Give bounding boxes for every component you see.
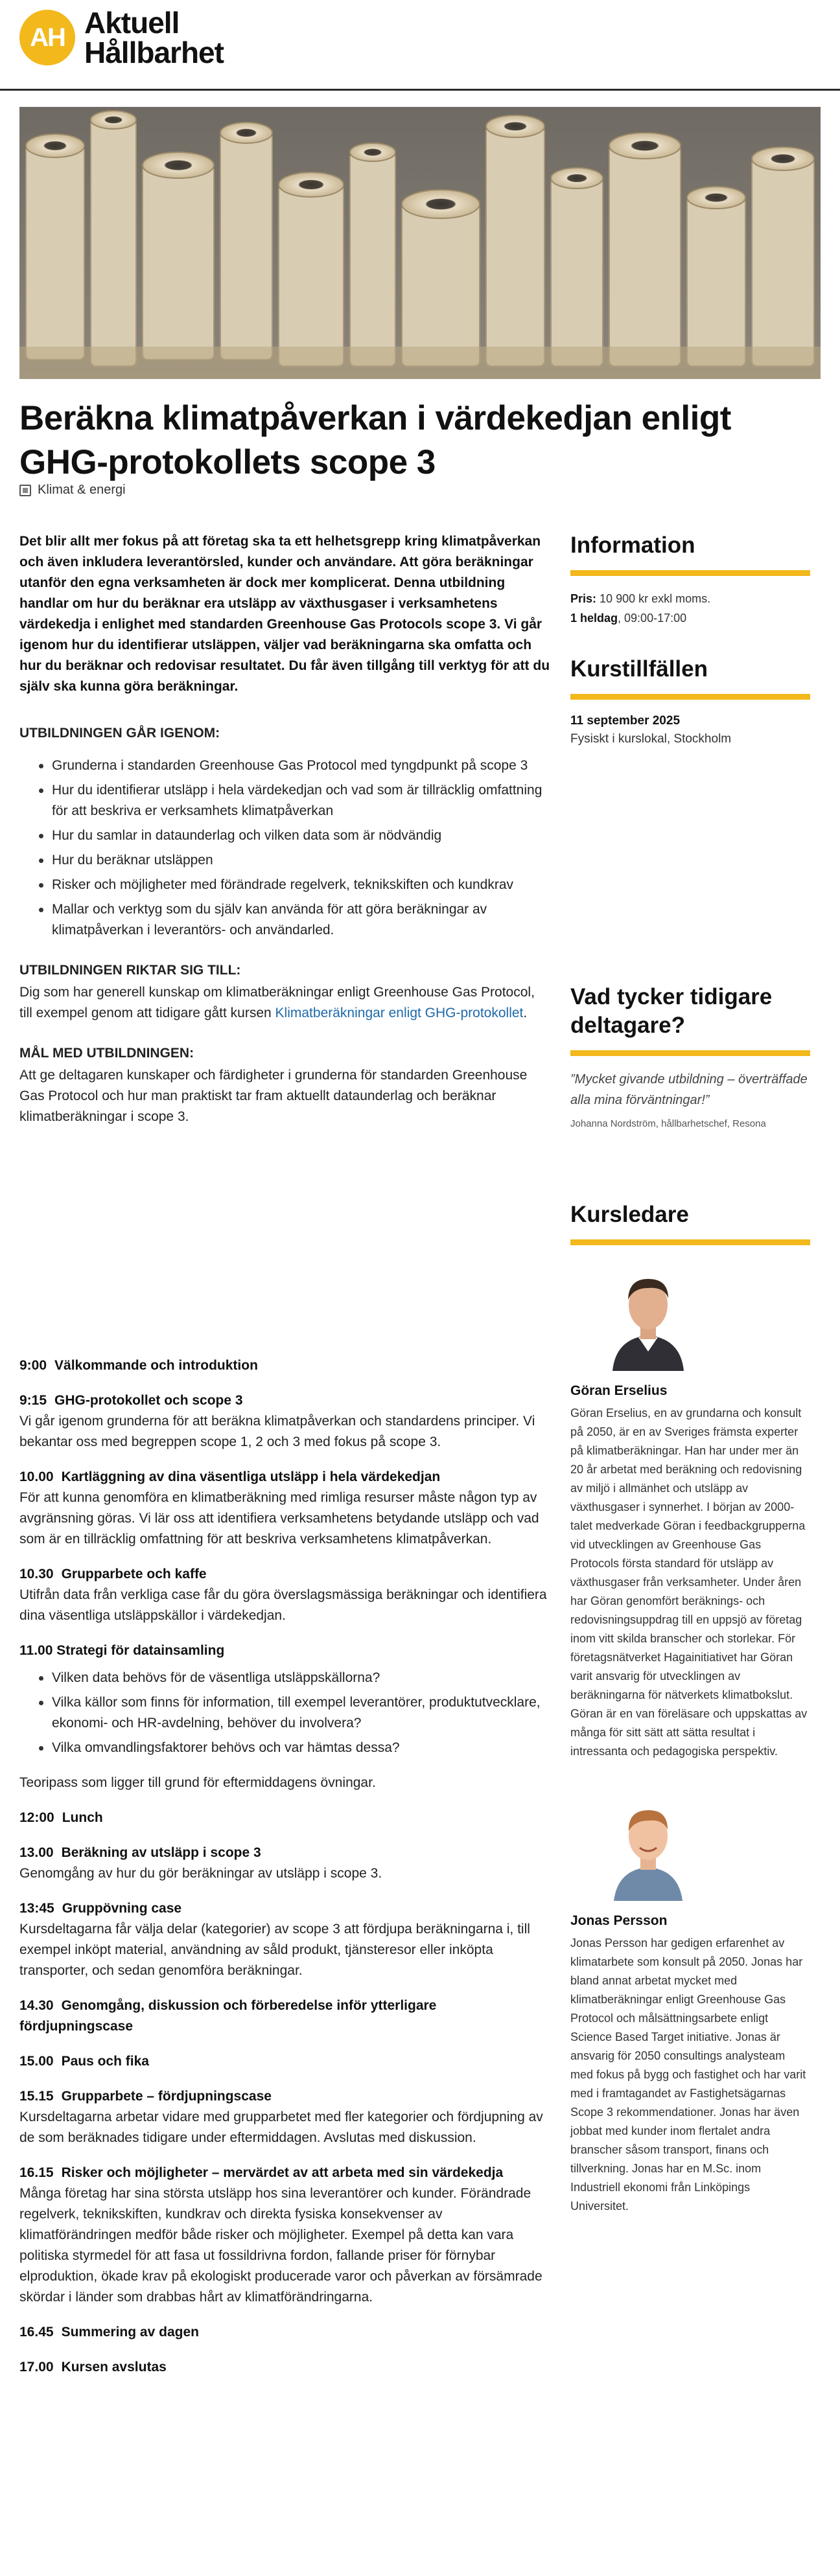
leader-card [570,1261,810,1761]
price-label: Pris: [570,592,597,605]
testimonial-quote: ”Mycket givande utbildning – överträffade alla mina förväntningar!” [570,1072,808,1107]
list-item: Hur du beräknar utsläppen [39,850,551,871]
site-logo[interactable] [19,8,224,67]
data-strategy-after: Teoripass som ligger till grund för eftermiddagens övningar. [19,1775,376,1790]
schedule-title: Beräkning av utsläpp i scope 3 [61,1845,261,1860]
schedule-text: Vi går igenom grunderna för att beräkna klimatpåverkan och standardens principer. Vi bekantar oss med begreppen scope 1, 2 och 3 med fokus på scope 3. [19,1414,535,1449]
target-text: Dig som har generell kunskap om klimatberäkningar enligt Greenhouse Gas Protocol, till exempel genom att tidigare gått kursen [19,985,535,1020]
duration-label: 1 heldag [570,612,618,625]
schedule-title: Kartläggning av dina väsentliga utsläpp i hela värdekedjan [61,1469,441,1484]
data-strategy-heading: 11.00 Strategi för datainsamling [19,1643,225,1658]
schedule-title: Grupparbete – fördjupningscase [61,2089,272,2104]
schedule-text: Många företag har sina största utsläpp hos sina leverantörer och kunder. Förändrade regelverk, teknikskiften, kundkrav och direkta fysiska konsekvenser av klimatförändringen medför både risker och möjligheter. Exempel på detta kan vara politiska styrmedel för att fasa ut fossildrivna fordon, fallande priser för förnybar elproduktion, ökade krav på ekologiskt producerade varor och påverkan av försämrade skördar i länder som drabbas hårt av klimatförändringarna. [19,2186,542,2305]
schedule-item [19,1808,551,1828]
schedule-item [19,1995,551,2037]
leader-bio: Göran Erselius, en av grundarna och konsult på 2050, är en av Sveriges främsta experter på klimatberäkningar. Han har under mer än 20 år arbetat med beräkning och redovisning av miljö i allmänhet och utsläpp av växthusgaser i synnerhet. I början av 2000-talet medverkade Göran i feedbackgrupperna vid utvecklingen av Greenhouse Gas Protocols första standard för utsläpp av växthusgaser från verksamheter. Under åren har Göran genomfört beräknings- och redovisningsuppdrag till en uppsjö av företag inom vitt skilda branscher och storlekar. För företagsnätverket Hagainitiativet har Göran varit ansvarig för utvecklingen av beräkningarna för nätverkets klimatbokslut. Göran är en van föreläsare och uppskattas av många för sitt sätt att sätta resultat i intressanta och pedagogiska perspektiv. [570,1407,808,1758]
logo-badge: AH [19,10,75,65]
schedule-item [19,1843,551,1884]
info-heading: Information [570,533,695,558]
data-strategy-block [19,1640,551,1793]
schedule-item [19,2357,551,2378]
schedule-title: Gruppövning case [62,1901,182,1916]
heading-divider [570,1239,810,1245]
price-value: 10 900 kr exkl moms. [600,592,711,605]
schedule-time: 15.00 [19,2054,54,2069]
schedule-item [19,2086,551,2148]
schedule-item [19,1390,551,1453]
schedule-time: 14.30 [19,1998,54,2013]
avatar [600,1261,697,1371]
schedule-time: 13.00 [19,1845,54,1860]
schedule-item [19,1467,551,1550]
category-label: Klimat & energi [38,483,126,497]
list-item: Vilka omvandlingsfaktorer behövs och var hämtas dessa? [39,1738,551,1758]
schedule-text: Utifrån data från verkliga case får du göra överslagsmässiga beräkningar och identifiera dina väsentliga utsläppskällor i värdekedjan. [19,1587,547,1623]
schedule-title: Genomgång, diskussion och förberedelse inför ytterligare fördjupningscase [19,1998,437,2034]
testimonials-heading: Vad tycker tidigare deltagare? [570,984,773,1038]
target-end: . [523,1006,528,1020]
schedule-time: 9:00 [19,1358,47,1373]
course-description [19,531,551,1127]
schedule-item [19,1355,551,1376]
schedule-title: Paus och fika [61,2054,149,2069]
heading-divider [570,1050,810,1056]
covers-list [39,755,551,941]
folder-icon [19,485,31,496]
leaders-heading: Kursledare [570,1202,689,1227]
schedule-title: Summering av dagen [61,2325,199,2340]
logo-wordmark [84,8,224,67]
list-item: Risker och möjligheter med förändrade regelverk, teknikskiften och kundkrav [39,875,551,895]
schedule-time: 16.45 [19,2325,54,2340]
leader-bio: Jonas Persson har gedigen erfarenhet av klimatarbete som konsult på 2050. Jonas har bland annat arbetat mycket med klimatberäkningar enligt Greenhouse Gas Protocol och målsättningsarbete enligt Science Based Target initiative. Jonas är ansvarig för 2050 consultings analysteam med fokus på bygg och fastighet och har varit med i framtagandet av Fastighetsägarnas Scope 3 rekommendationer. Jonas har även jobbat med kunder inom flertalet andra branscher såsom transport, finans och tillverkning. Jonas har en M.Sc. inom Industriell ekonomi från Linköpings Universitet. [570,1937,806,2213]
occasion-date[interactable]: 11 september 2025 [570,714,681,728]
paper-rolls-illustration [19,107,821,379]
schedule-time: 10.00 [19,1469,54,1484]
duration-value: , 09:00-17:00 [618,612,687,625]
course-link[interactable]: Klimatberäkningar enligt GHG-protokollet [275,1006,524,1020]
schedule-title: Grupparbete och kaffe [61,1567,207,1581]
schedule-time: 16.15 [19,2165,54,2180]
schedule-text: Kursdeltagarna arbetar vidare med grupparbetet med fler kategorier och fördjupning av de som beräknades tidigare under eftermiddagen. Avslutas med diskussion. [19,2110,543,2145]
schedule-title: Lunch [62,1810,103,1825]
target-heading: UTBILDNINGEN RIKTAR SIG TILL: [19,963,241,978]
price-line [570,589,810,608]
occasion-place: Fysiskt i kurslokal, Stockholm [570,732,732,746]
schedule-text: För att kunna genomföra en klimatberäkning med rimliga resurser måste någon typ av avgränsning göras. Vi lär oss att identifiera verksamhetens betydande utsläpp och vad som är en tillräcklig omfattning för att beskriva verksamhetens klimatpåverkan. [19,1490,539,1547]
sidebar [570,531,810,2216]
schedule-title: GHG-protokollet och scope 3 [54,1393,243,1408]
price-info [570,589,810,628]
hero-image [19,107,821,379]
schedule-title: Kursen avslutas [61,2360,167,2375]
lead-paragraph: Det blir allt mer fokus på att företag ska ta ett helhetsgrepp kring klimatpåverkan och även inkludera leverantörsled, kunder och användare. Att göra beräkningar utanför den egna verksamheten är dock mer komplicerat. Denna utbildning handlar om hur du beräknar era utsläpp av växthusgaser i verksamhetens värdekedja i enlighet med standarden Greenhouse Gas Protocols scope 3. Vi går igenom hur du identifierar utsläppen, väljer vad beräkningarna ska omfatta och hur du beräknar och redovisar resultatet. Du får även tillgång till verktyg för att du själv ska kunna göra beräkningar. [19,534,550,694]
schedule-time: 13:45 [19,1901,54,1916]
schedule-title: Risker och möjligheter – mervärdet av att arbeta med sin värdekedja [61,2165,504,2180]
schedule-text: Kursdeltagarna får välja delar (kategorier) av scope 3 att fördjupa beräkningarna i, till exempel inköpt material, användning av såld produkt, tjänsteresor eller inköpta transporter, och sedan genomföra beräkningar. [19,1922,530,1978]
schedule-item [19,2051,551,2072]
schedule-item [19,1564,551,1626]
list-item: Vilka källor som finns för information, till exempel leverantörer, produktutvecklare, ekonomi- och HR-avdelning, behöver du involvera? [39,1692,551,1734]
list-item: Hur du samlar in dataunderlag och vilken data som är nödvändig [39,825,551,846]
list-item: Mallar och verktyg som du själv kan använda för att göra beräkningar av klimatpåverkan i leverantörs- och användarled. [39,899,551,941]
goal-paragraph: Att ge deltagaren kunskaper och färdigheter i grunderna för standarden Greenhouse Gas Protocol och hur man praktiskt tar fram aktuellt dataunderlag och beräknar klimatberäkningar i scope 3. [19,1068,528,1124]
schedule-time: 9:15 [19,1393,47,1408]
covers-heading: UTBILDNINGEN GÅR IGENOM: [19,726,220,741]
schedule-time: 15.15 [19,2089,54,2104]
heading-divider [570,570,810,576]
category-tag[interactable] [19,483,126,498]
occasions-heading: Kurstillfällen [570,656,708,682]
leader-name: Jonas Persson [570,1913,668,1928]
schedule [19,1355,551,2392]
schedule-time: 10.30 [19,1567,54,1581]
goal-heading: MÅL MED UTBILDNINGEN: [19,1046,194,1061]
leader-name: Göran Erselius [570,1383,668,1398]
avatar [600,1791,697,1901]
schedule-item [19,1898,551,1981]
site-header [0,0,840,91]
duration-line [570,608,810,628]
list-item: Grunderna i standarden Greenhouse Gas Protocol med tyngdpunkt på scope 3 [39,755,551,776]
page-title: Beräkna klimatpåverkan i värdekedjan enligt GHG-protokollets scope 3 [19,399,731,481]
heading-divider [570,694,810,700]
testimonial-author: Johanna Nordström, hållbarhetschef, Resona [570,1118,766,1129]
schedule-time: 12:00 [19,1810,54,1825]
target-paragraph [19,982,551,1024]
list-item: Hur du identifierar utsläpp i hela värdekedjan och vad som är tillräcklig omfattning för att beskriva er verksamhets klimatpåverkan [39,780,551,822]
schedule-item [19,2322,551,2343]
list-item: Vilken data behövs för de väsentliga utsläppskällorna? [39,1668,551,1688]
data-strategy-list [39,1668,551,1758]
logo-line-1: Aktuell [84,6,180,40]
leader-card [570,1791,810,2216]
schedule-item [19,2163,551,2308]
schedule-text: Genomgång av hur du gör beräkningar av utsläpp i scope 3. [19,1866,382,1881]
logo-line-2: Hållbarhet [84,36,224,69]
schedule-title: Välkommande och introduktion [54,1358,258,1373]
schedule-time: 17.00 [19,2360,54,2375]
